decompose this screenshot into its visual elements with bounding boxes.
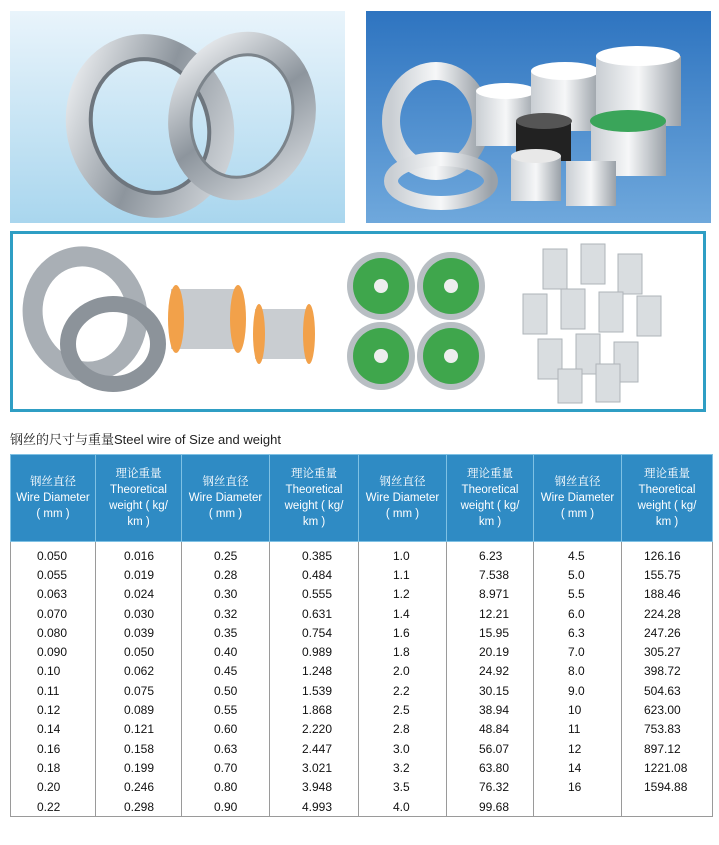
table-row (11, 585, 713, 604)
wire-diameter-cell: 10 (534, 700, 622, 719)
theoretical-weight-cell: 0.484 (270, 565, 359, 584)
theoretical-weight-cell: 63.80 (447, 758, 534, 777)
theoretical-weight-cell: 0.030 (96, 604, 182, 623)
theoretical-weight-cell: 30.15 (447, 681, 534, 700)
theoretical-weight-cell: 0.989 (270, 642, 359, 661)
wire-diameter-cell: 0.10 (11, 662, 96, 681)
column-header-zh: 理论重量 (115, 468, 162, 480)
table-row (11, 681, 713, 700)
theoretical-weight-cell: 305.27 (622, 642, 713, 661)
column-header-1 (11, 455, 96, 542)
theoretical-weight-cell: 2.447 (270, 739, 359, 758)
column-header-zh: 钢丝直径 (30, 476, 76, 488)
wire-diameter-cell: 12 (534, 739, 622, 758)
wire-diameter-cell: 0.12 (11, 700, 96, 719)
size-weight-table (10, 454, 713, 817)
wire-diameter-cell: 3.2 (359, 758, 447, 777)
wire-diameter-cell: 0.50 (182, 681, 270, 700)
theoretical-weight-cell: 1.539 (270, 681, 359, 700)
column-header-zh: 钢丝直径 (554, 476, 601, 488)
wire-diameter-cell: 3.0 (359, 739, 447, 758)
wire-diameter-cell: 3.5 (359, 778, 447, 797)
theoretical-weight-cell: 1.868 (270, 700, 359, 719)
theoretical-weight-cell: 24.92 (447, 662, 534, 681)
wire-diameter-cell: 0.055 (11, 565, 96, 584)
table-row (11, 797, 713, 817)
wire-diameter-cell: 1.4 (359, 604, 447, 623)
column-header-en1: Theoretical (638, 484, 696, 496)
wire-diameter-cell: 0.80 (182, 778, 270, 797)
theoretical-weight-cell: 0.075 (96, 681, 182, 700)
theoretical-weight-cell: 188.46 (622, 585, 713, 604)
wire-diameter-cell: 5.5 (534, 585, 622, 604)
theoretical-weight-cell (622, 797, 713, 817)
theoretical-weight-cell: 897.12 (622, 739, 713, 758)
column-header-en2: weight ( kg/ (460, 500, 520, 512)
theoretical-weight-cell: 6.23 (447, 542, 534, 566)
column-header-zh: 理论重量 (644, 468, 690, 480)
theoretical-weight-cell: 2.220 (270, 720, 359, 739)
wire-diameter-cell: 0.32 (182, 604, 270, 623)
wire-diameter-cell: 0.63 (182, 739, 270, 758)
wire-diameter-cell: 1.6 (359, 623, 447, 642)
theoretical-weight-cell: 76.32 (447, 778, 534, 797)
column-header-en2: weight ( kg/ (284, 500, 344, 512)
table-body (11, 542, 713, 817)
wire-diameter-cell: 0.090 (11, 642, 96, 661)
wire-diameter-cell: 0.11 (11, 681, 96, 700)
theoretical-weight-cell: 0.199 (96, 758, 182, 777)
column-header-en2: ( mm ) (560, 508, 595, 520)
column-header-en2: weight ( kg/ (109, 500, 168, 512)
column-header-7 (534, 455, 622, 542)
theoretical-weight-cell: 0.016 (96, 542, 182, 566)
theoretical-weight-cell: 504.63 (622, 681, 713, 700)
theoretical-weight-cell: 224.28 (622, 604, 713, 623)
theoretical-weight-cell: 12.21 (447, 604, 534, 623)
theoretical-weight-cell: 0.298 (96, 797, 182, 817)
theoretical-weight-cell: 4.993 (270, 797, 359, 817)
wire-diameter-cell: 2.8 (359, 720, 447, 739)
theoretical-weight-cell: 0.158 (96, 739, 182, 758)
wire-diameter-cell: 6.3 (534, 623, 622, 642)
theoretical-weight-cell: 3.021 (270, 758, 359, 777)
column-header-zh: 理论重量 (291, 468, 337, 480)
theoretical-weight-cell: 3.948 (270, 778, 359, 797)
table-row (11, 642, 713, 661)
wire-diameter-cell: 2.0 (359, 662, 447, 681)
wire-diameter-cell: 0.45 (182, 662, 270, 681)
theoretical-weight-cell: 8.971 (447, 585, 534, 604)
theoretical-weight-cell: 56.07 (447, 739, 534, 758)
wire-coils-photo (10, 11, 345, 223)
table-row (11, 662, 713, 681)
theoretical-weight-cell: 0.089 (96, 700, 182, 719)
table-row (11, 565, 713, 584)
wire-diameter-cell (534, 797, 622, 817)
theoretical-weight-cell: 0.039 (96, 623, 182, 642)
wire-spools-photo (366, 11, 711, 223)
column-header-zh: 理论重量 (467, 468, 513, 480)
wire-diameter-cell: 0.22 (11, 797, 96, 817)
wire-diameter-cell: 1.8 (359, 642, 447, 661)
wire-diameter-cell: 1.2 (359, 585, 447, 604)
theoretical-weight-cell: 0.019 (96, 565, 182, 584)
column-header-en1: Wire Diameter (365, 492, 440, 504)
wire-diameter-cell: 0.60 (182, 720, 270, 739)
column-header-8 (622, 455, 713, 542)
table-row (11, 758, 713, 777)
column-header-zh: 钢丝直径 (202, 476, 249, 488)
theoretical-weight-cell: 0.024 (96, 585, 182, 604)
table-row (11, 700, 713, 719)
theoretical-weight-cell: 20.19 (447, 642, 534, 661)
theoretical-weight-cell: 15.95 (447, 623, 534, 642)
column-header-en2: weight ( kg/ (637, 500, 697, 512)
theoretical-weight-cell: 0.631 (270, 604, 359, 623)
wire-diameter-cell: 2.2 (359, 681, 447, 700)
product-photo-strip (10, 231, 706, 412)
wire-diameter-cell: 0.063 (11, 585, 96, 604)
table-row (11, 739, 713, 758)
column-header-2 (96, 455, 182, 542)
table-row (11, 720, 713, 739)
wire-diameter-cell: 1.1 (359, 565, 447, 584)
theoretical-weight-cell: 126.16 (622, 542, 713, 566)
theoretical-weight-cell: 0.754 (270, 623, 359, 642)
theoretical-weight-cell: 753.83 (622, 720, 713, 739)
wire-diameter-cell: 8.0 (534, 662, 622, 681)
theoretical-weight-cell: 0.555 (270, 585, 359, 604)
column-header-en1: Theoretical (110, 484, 167, 496)
theoretical-weight-cell: 1221.08 (622, 758, 713, 777)
table-header-row (11, 455, 713, 542)
theoretical-weight-cell: 99.68 (447, 797, 534, 817)
column-header-en1: Theoretical (461, 484, 519, 496)
column-header-en1: Theoretical (285, 484, 343, 496)
wire-diameter-cell: 0.30 (182, 585, 270, 604)
theoretical-weight-cell: 0.246 (96, 778, 182, 797)
wire-diameter-cell: 5.0 (534, 565, 622, 584)
theoretical-weight-cell: 0.385 (270, 542, 359, 566)
wire-diameter-cell: 4.0 (359, 797, 447, 817)
wire-diameter-cell: 0.050 (11, 542, 96, 566)
theoretical-weight-cell: 0.050 (96, 642, 182, 661)
column-header-en3: km ) (302, 516, 326, 528)
wire-diameter-cell: 9.0 (534, 681, 622, 700)
wire-diameter-cell: 0.070 (11, 604, 96, 623)
theoretical-weight-cell: 1.248 (270, 662, 359, 681)
theoretical-weight-cell: 0.121 (96, 720, 182, 739)
wire-diameter-cell: 0.14 (11, 720, 96, 739)
column-header-en1: Wire Diameter (540, 492, 615, 504)
table-row (11, 604, 713, 623)
wire-diameter-cell: 14 (534, 758, 622, 777)
wire-diameter-cell: 0.18 (11, 758, 96, 777)
wire-diameter-cell: 1.0 (359, 542, 447, 566)
table-row (11, 542, 713, 566)
wire-diameter-cell: 0.40 (182, 642, 270, 661)
column-header-en2: ( mm ) (36, 508, 70, 520)
theoretical-weight-cell: 623.00 (622, 700, 713, 719)
wire-diameter-cell: 0.55 (182, 700, 270, 719)
table-row (11, 778, 713, 797)
wire-diameter-cell: 0.20 (11, 778, 96, 797)
column-header-en3: km ) (478, 516, 502, 528)
theoretical-weight-cell: 38.94 (447, 700, 534, 719)
column-header-en3: km ) (127, 516, 150, 528)
theoretical-weight-cell: 247.26 (622, 623, 713, 642)
column-header-en1: Wire Diameter (188, 492, 263, 504)
wire-diameter-cell: 0.28 (182, 565, 270, 584)
wire-diameter-cell: 0.25 (182, 542, 270, 566)
table-row (11, 623, 713, 642)
wire-diameter-cell: 0.35 (182, 623, 270, 642)
wire-diameter-cell: 6.0 (534, 604, 622, 623)
theoretical-weight-cell: 155.75 (622, 565, 713, 584)
column-header-en3: km ) (655, 516, 679, 528)
column-header-6 (447, 455, 534, 542)
column-header-zh: 钢丝直径 (379, 476, 426, 488)
wire-diameter-cell: 0.080 (11, 623, 96, 642)
column-header-en1: Wire Diameter (16, 492, 90, 504)
column-header-5 (359, 455, 447, 542)
wire-diameter-cell: 0.90 (182, 797, 270, 817)
wire-diameter-cell: 2.5 (359, 700, 447, 719)
theoretical-weight-cell: 1594.88 (622, 778, 713, 797)
wire-diameter-cell: 16 (534, 778, 622, 797)
column-header-en2: ( mm ) (385, 508, 420, 520)
wire-diameter-cell: 11 (534, 720, 622, 739)
wire-diameter-cell: 0.16 (11, 739, 96, 758)
table-caption: 钢丝的尺寸与重量Steel wire of Size and weight (10, 432, 281, 447)
theoretical-weight-cell: 48.84 (447, 720, 534, 739)
theoretical-weight-cell: 398.72 (622, 662, 713, 681)
wire-diameter-cell: 0.70 (182, 758, 270, 777)
wire-diameter-cell: 7.0 (534, 642, 622, 661)
wire-diameter-cell: 4.5 (534, 542, 622, 566)
theoretical-weight-cell: 0.062 (96, 662, 182, 681)
column-header-3 (182, 455, 270, 542)
column-header-en2: ( mm ) (208, 508, 243, 520)
column-header-4 (270, 455, 359, 542)
theoretical-weight-cell: 7.538 (447, 565, 534, 584)
